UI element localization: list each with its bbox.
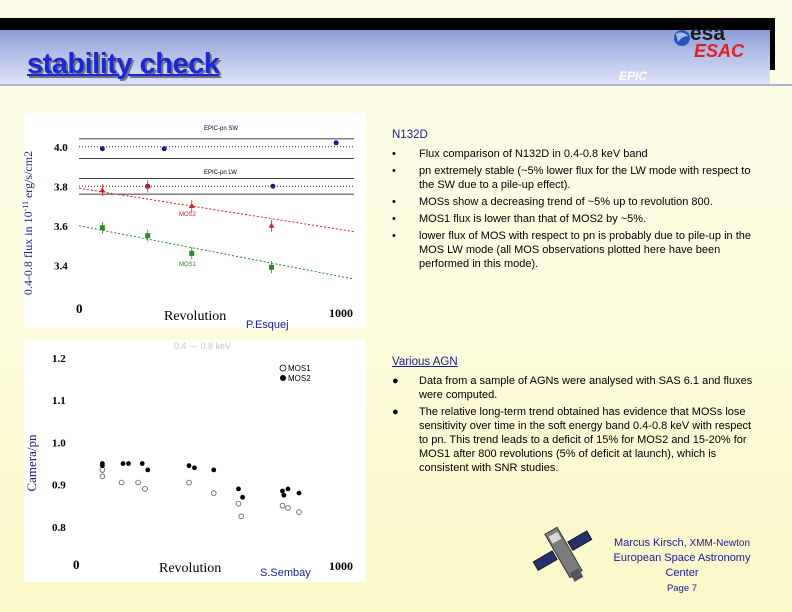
footer-author-line xyxy=(596,536,768,551)
footer-page: Page 7 xyxy=(666,583,698,594)
chart2-point xyxy=(280,503,285,508)
header-black-bar xyxy=(0,18,775,30)
chart1-point xyxy=(100,146,105,151)
chart-agn xyxy=(24,340,366,582)
chart-n132d-svg xyxy=(20,113,366,328)
chart1-y-tick-label: 3.8 xyxy=(54,181,68,194)
chart1-x-min-label: 0 xyxy=(76,301,83,316)
chart2-point xyxy=(100,463,105,468)
footer-author: Marcus Kirsch, xyxy=(613,537,687,549)
chart2-point xyxy=(281,493,286,498)
notes-agn-item: ● The relative long-term trend obtained has evidence that MOSs lose sensitivity over time in the soft energy band 0.4-0.8 keV with respect to pn. This trend leads to a deficit of 15% for MOS2 and 15-20% for MOS1 after 800 revolutions (5% of deficit at launch), which is consistent with SNR studies. xyxy=(392,406,751,474)
chart2-y-tick-label: 0.8 xyxy=(52,521,66,534)
chart2-point xyxy=(236,486,241,491)
chart2-point xyxy=(100,467,105,472)
chart1-point xyxy=(162,146,167,151)
bullet-icon: • xyxy=(392,148,396,160)
legend-label-mos2: MOS2 xyxy=(288,374,311,383)
chart2-point xyxy=(187,480,192,485)
chart1-fit-mos2 xyxy=(79,188,354,231)
chart2-y-tick-label: 0.9 xyxy=(52,479,66,492)
chart2-point xyxy=(211,467,216,472)
chart2-point xyxy=(187,463,192,468)
chart1-series-label-mos2: MOS2 xyxy=(179,212,197,218)
chart1-y-axis-label: 0.4-0.8 flux in $10^{-11}$ erg/s/cm2 xyxy=(20,150,35,296)
chart1-point xyxy=(270,184,275,189)
chart2-point xyxy=(236,501,241,506)
chart-agn-svg xyxy=(24,340,366,582)
chart2-point xyxy=(286,505,291,510)
chart2-x-min-label: 0 xyxy=(73,557,80,572)
bullet-icon: • xyxy=(392,165,396,177)
chart1-point xyxy=(334,140,339,145)
chart2-point xyxy=(280,489,285,494)
chart2-y-tick-label: 1.0 xyxy=(52,437,66,450)
header-divider xyxy=(0,84,792,86)
chart2-point xyxy=(145,467,150,472)
esac-logo-text: ESAC xyxy=(694,41,745,61)
chart1-y-tick-label: 4.0 xyxy=(54,141,68,154)
bullet-icon: • xyxy=(392,196,396,208)
chart2-credit: S.Sembay xyxy=(260,567,311,579)
satellite-icon xyxy=(530,515,600,595)
bullet-icon: ● xyxy=(392,375,399,387)
chart2-x-max-label: 1000 xyxy=(329,559,353,573)
footer-mission: XMM-Newton xyxy=(686,538,751,549)
chart2-point xyxy=(136,480,141,485)
chart2-point xyxy=(286,486,291,491)
bullet-icon: ● xyxy=(392,406,399,418)
chart2-point xyxy=(297,510,302,515)
notes-agn-heading: Various AGN xyxy=(392,356,458,368)
chart2-point xyxy=(121,461,126,466)
notes-n132d-item: • lower flux of MOS with respect to pn is probably due to pile-up in the MOS LW mode (all MOS observations plotted here have been performed in this mode). xyxy=(392,230,752,270)
chart1-x-max-label: 1000 xyxy=(329,306,353,320)
notes-n132d-item: • MOSs show a decreasing trend of ~5% up to revolution 800. xyxy=(392,196,713,208)
chart1-series-label-mos1: MOS1 xyxy=(179,262,197,268)
chart-n132d xyxy=(20,113,366,328)
notes-n132d-item: • MOS1 flux is lower than that of MOS2 by ~5%. xyxy=(392,213,647,225)
chart2-point xyxy=(126,461,131,466)
chart2-y-tick-label: 1.2 xyxy=(52,353,66,365)
notes-n132d xyxy=(392,128,762,274)
chart1-series-label-pn-lw: EPIC-pn LW xyxy=(204,170,237,176)
chart2-point xyxy=(100,474,105,479)
notes-n132d-heading: N132D xyxy=(392,129,428,141)
chart1-fit-mos1 xyxy=(79,226,354,279)
notes-n132d-item: • Flux comparison of N132D in 0.4-0.8 keV band xyxy=(392,148,648,160)
notes-n132d-item: • pn extremely stable (~5% lower flux for the LW mode with respect to the SW due to a pile-up effect). xyxy=(392,165,751,191)
section-label: EPIC xyxy=(619,69,648,83)
chart2-y-axis-label: Camera/pn xyxy=(24,434,39,492)
chart2-point xyxy=(211,491,216,496)
chart1-series-label-pn-sw: EPIC-pn SW xyxy=(204,126,239,132)
bullet-icon: • xyxy=(392,230,396,242)
legend-label-mos1: MOS1 xyxy=(288,364,311,373)
notes-agn-item: ● Data from a sample of AGNs were analysed with SAS 6.1 and fluxes were computed. xyxy=(392,375,753,401)
legend-marker-mos2 xyxy=(280,375,286,381)
chart1-y-tick-label: 3.6 xyxy=(54,220,68,233)
chart2-point xyxy=(240,495,245,500)
chart2-point xyxy=(297,491,302,496)
chart2-point xyxy=(192,465,197,470)
chart2-point xyxy=(143,486,148,491)
chart2-point xyxy=(239,514,244,519)
chart2-point xyxy=(140,461,145,466)
chart1-y-tick-label: 3.4 xyxy=(54,260,68,273)
bullet-icon: • xyxy=(392,213,396,225)
esa-logo-text: esa xyxy=(690,22,726,45)
chart2-point xyxy=(119,480,124,485)
footer-org: European Space Astronomy Center xyxy=(613,552,751,579)
footer xyxy=(596,536,768,596)
chart2-top-label: 0.4 — 0.8 keV xyxy=(174,341,232,351)
chart2-y-tick-label: 1.1 xyxy=(52,395,66,408)
notes-agn xyxy=(392,355,762,478)
chart1-x-axis-label: Revolution xyxy=(164,309,227,324)
chart1-credit: P.Esquej xyxy=(246,319,289,331)
chart2-x-axis-label: Revolution xyxy=(159,561,222,576)
page-title: stability check xyxy=(27,48,220,80)
legend-marker-mos1 xyxy=(280,365,286,371)
